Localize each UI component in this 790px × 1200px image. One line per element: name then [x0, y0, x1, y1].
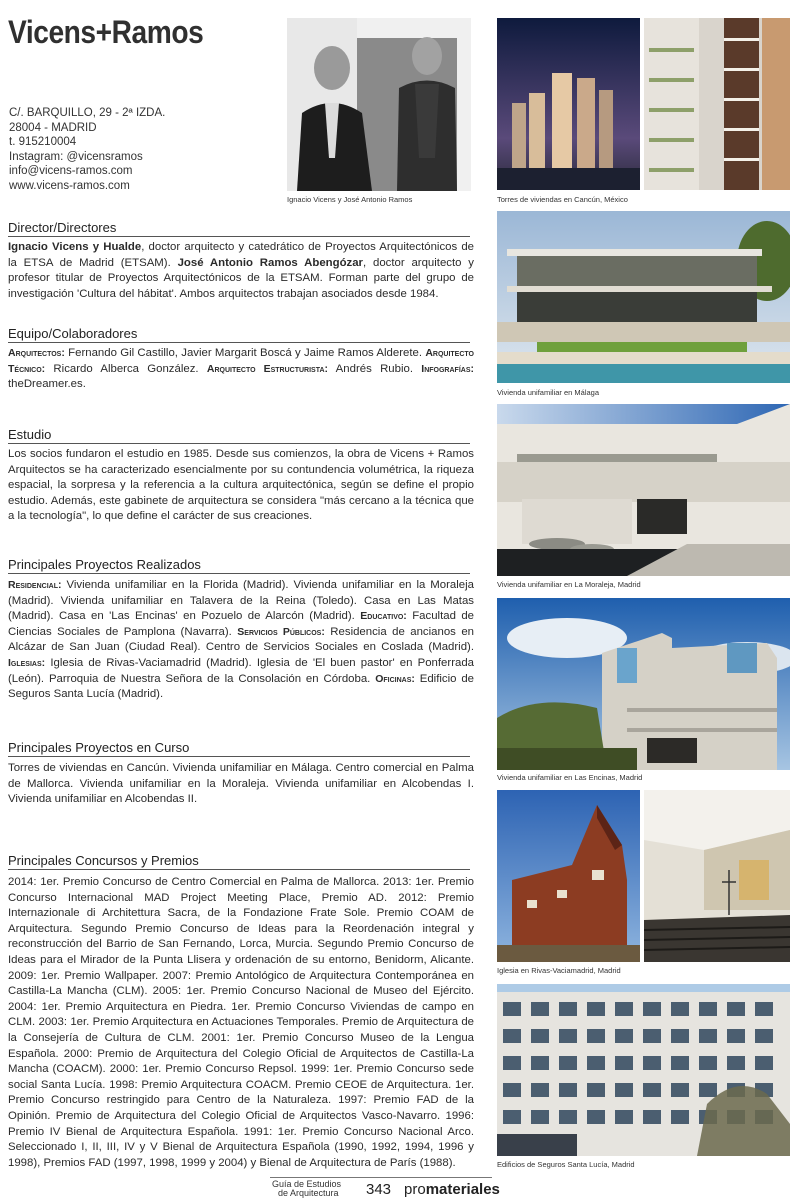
footer-guide-line1: Guía de Estudios — [272, 1179, 342, 1189]
footer-brand — [404, 1181, 500, 1198]
brand-materiales: materiales — [425, 1181, 500, 1198]
instagram-line: Instagram: @vicensramos — [9, 150, 143, 163]
address-line: C/. BARQUILLO, 29 - 2ª IZDA. — [9, 107, 166, 119]
equipo-label-tecnico: Arquitecto Técnico: — [8, 347, 474, 375]
postal-line: 28004 - MADRID — [9, 121, 97, 134]
encinas-house-photo — [497, 598, 790, 770]
director-bio-vicens: , doctor arquitecto y catedrático de Proyectos Arquitectónicos de la ETSA de Madrid (ETSAM). — [8, 241, 475, 269]
premios-text: 2014: 1er. Premio Concurso de Centro Comercial en Palma de Mallorca. 2013: 1er. Premio Concurso Internacional MAD Project Meeting Place, Premio AD. 2012: Premio Internazionale di Architettura Sacra, de la Fondazione Frate Sole. Premio COAM de Arquitectura. Segundo Premio Concurso de Ideas para la Reordenación integral y reconstrucción del Barrio de San Fernando, Lorca, Murcia. Segundo Premio Concurso de Ideas para el Mirador de la Punta Llisera y ordenación de su entorno, Benidorm, Alicante. 2009: 1er. Premio Wallpaper. 2007: Premio Antológico de Arquitectura Contemporánea en Castilla-La Mancha (CLM). 2005: 1er. Premio Concurso Nacional de Museo del Ejército. 2004: 1er. Premio Arquitectura en Piedra. 1er. Premio Concurso Viviendas de campo en CLM. 2003: 1er. Premio Arquitectura en Actuaciones Temporales. Premio de Arquitectura de la Consejería de Cultura de CLM. 2001: 1er. Premio Concurso Museo de la Lengua Española. 2000: Premio de Arquitectura del Colegio Oficial de Arquitectos de Castilla-La Mancha (COACM). 2000: 1er. Premio Concurso Repsol. 1999: 1er. Premio Concurso sede social Santa Lucía. 1998: Premio Arquitectura COACM. Premio CEOE de Arquitectura. 1er. Premio Concurso restringido para Centro de la Naturaleza. 1997: Premio FAD de la Opinión. Premio de Arquitectura del Colegio Oficial de Arquitectos Vasco-Navarro. 1996: Premio IV Bienal de Arquitectura Española. 1991: 1er. Premio Concurso Nacional Arco. Seleccionado I, II, III, IV y V Bienal de Arquitectura Española (1990, 1992, 1994, 1996 y 1998), Premios FAD (1997, 1998, 1999 y 2004) y Bienal de Arquitectura de París (1988). — [8, 876, 474, 1169]
equipo-infografias: theDreamer.es. — [8, 378, 86, 391]
rivas-caption: Iglesia en Rivas-Vaciamadrid, Madrid — [497, 966, 621, 975]
moraleja-caption: Vivienda unifamiliar en La Moraleja, Madrid — [497, 580, 641, 589]
email-link[interactable]: info@vicens-ramos.com — [9, 165, 133, 177]
santa-lucia-caption: Edificios de Seguros Santa Lucía, Madrid — [497, 1160, 635, 1169]
brand-pro: pro — [404, 1181, 426, 1198]
portrait-caption: Ignacio Vicens y José Antonio Ramos — [287, 195, 413, 204]
page-number: 343 — [366, 1181, 392, 1198]
page-title: Vicens+Ramos — [8, 14, 204, 50]
directores-text — [8, 240, 474, 302]
realizados-label-oficinas: Oficinas: — [375, 672, 415, 685]
realizados-heading: Principales Proyectos Realizados — [8, 557, 470, 574]
realizados-iglesias: Iglesia de Rivas-Vaciamadrid (Madrid). Iglesia de 'El buen pastor' en Ponferrada (León). Parroquia de Nuestra Señora de la Consolación en Córdoba. — [8, 656, 474, 685]
phone-line: t. 915210004 — [9, 136, 77, 148]
realizados-label-servicios: Servicios Públicos: — [237, 625, 325, 638]
equipo-estructurista: Andrés Rubio. — [328, 362, 422, 375]
footer-divider — [270, 1177, 492, 1178]
equipo-label-arquitectos: Arquitectos: — [8, 347, 65, 359]
realizados-servicios: Residencia de ancianos en Alcázar de San Juan (Ciudad Real). Centro de Servicios Sociales en Coslada (Madrid). — [8, 625, 474, 654]
rivas-church-interior-photo — [644, 790, 790, 962]
cancun-towers-photo — [497, 18, 640, 190]
realizados-label-educativo: Educativo: — [360, 610, 407, 623]
contact-block — [9, 106, 165, 193]
estudio-text: Los socios fundaron el estudio en 1985. Desde sus comienzos, la obra de Vicens + Ramos Arquitectos se ha caracterizado esencialmente por su contundencia volumétrica, la riqueza espacial, la sorpresa y la referencia a la cultura arquitectónica, según se define el propio estudio. Además, este gabinete de arquitectura se considera "más cercano a la técnica que a la tecnología", lo que define el carácter de sus creaciones. — [8, 448, 474, 523]
encinas-caption: Vivienda unifamiliar en Las Encinas, Madrid — [497, 773, 643, 782]
portrait-photo — [287, 18, 471, 191]
footer-guide-line2: de Arquitectura — [278, 1188, 339, 1198]
rivas-church-exterior-photo — [497, 790, 640, 962]
estudio-heading: Estudio — [8, 427, 470, 444]
equipo-tecnico: Ricardo Alberca González. — [45, 362, 207, 375]
footer-guide-title — [272, 1180, 341, 1198]
moraleja-house-photo — [497, 404, 790, 576]
equipo-label-infografias: Infografías: — [421, 362, 474, 375]
malaga-caption: Vivienda unifamiliar en Málaga — [497, 388, 600, 397]
realizados-educativo: Facultad de Ciencias Sociales de Pamplona (Navarra). — [8, 610, 474, 638]
premios-heading: Principales Concursos y Premios — [8, 853, 470, 870]
equipo-text — [8, 346, 474, 393]
equipo-heading: Equipo/Colaboradores — [8, 326, 470, 343]
website-link[interactable]: www.vicens-ramos.com — [9, 179, 130, 192]
cancun-caption: Torres de viviendas en Cancún, México — [497, 195, 628, 204]
realizados-label-residencial: Residencial: — [8, 579, 62, 591]
equipo-label-estructurista: Arquitecto Estructurista: — [206, 362, 329, 375]
director-name-ramos: José Antonio Ramos Abengózar — [177, 256, 363, 269]
realizados-oficinas: Edificio de Seguros Santa Lucía (Madrid). — [8, 672, 474, 701]
cancun-facade-photo — [644, 18, 790, 190]
curso-heading: Principales Proyectos en Curso — [8, 740, 470, 757]
realizados-label-iglesias: Iglesias: — [8, 656, 46, 669]
equipo-arquitectos: Fernando Gil Castillo, Javier Margarit Boscá y Jaime Ramos Alderete. — [64, 347, 426, 359]
realizados-text — [8, 578, 474, 703]
santa-lucia-building-photo — [497, 984, 790, 1156]
curso-text: Torres de viviendas en Cancún. Vivienda unifamiliar en Málaga. Centro comercial en Palma de Mallorca. Vivienda unifamiliar en la Moraleja. Vivienda unifamiliar en Alcobendas I. Vivienda unifamiliar en Alcobendas II. — [8, 762, 474, 806]
director-name-vicens: Ignacio Vicens y Hualde — [8, 241, 142, 253]
realizados-residencial: Vivienda unifamiliar en la Florida (Madrid). Vivienda unifamiliar en la Moraleja (Madrid). Vivienda unifamiliar en Talavera de la Reina (Toledo). Casa en Las Matas (Madrid). Casa en 'Las Encinas' en Pozuelo de Alarcón (Madrid). — [8, 579, 474, 623]
malaga-house-photo — [497, 211, 790, 383]
directores-heading: Director/Directores — [8, 220, 470, 237]
director-bio-ramos: , doctor arquitecto y profesor titular de Proyectos Arquitectónicos de la ETSAM. Forman parte del grupo de investigación 'Cultura del hábitat'. Ambos arquitectos trabajan asociados desde 1984. — [8, 256, 474, 300]
